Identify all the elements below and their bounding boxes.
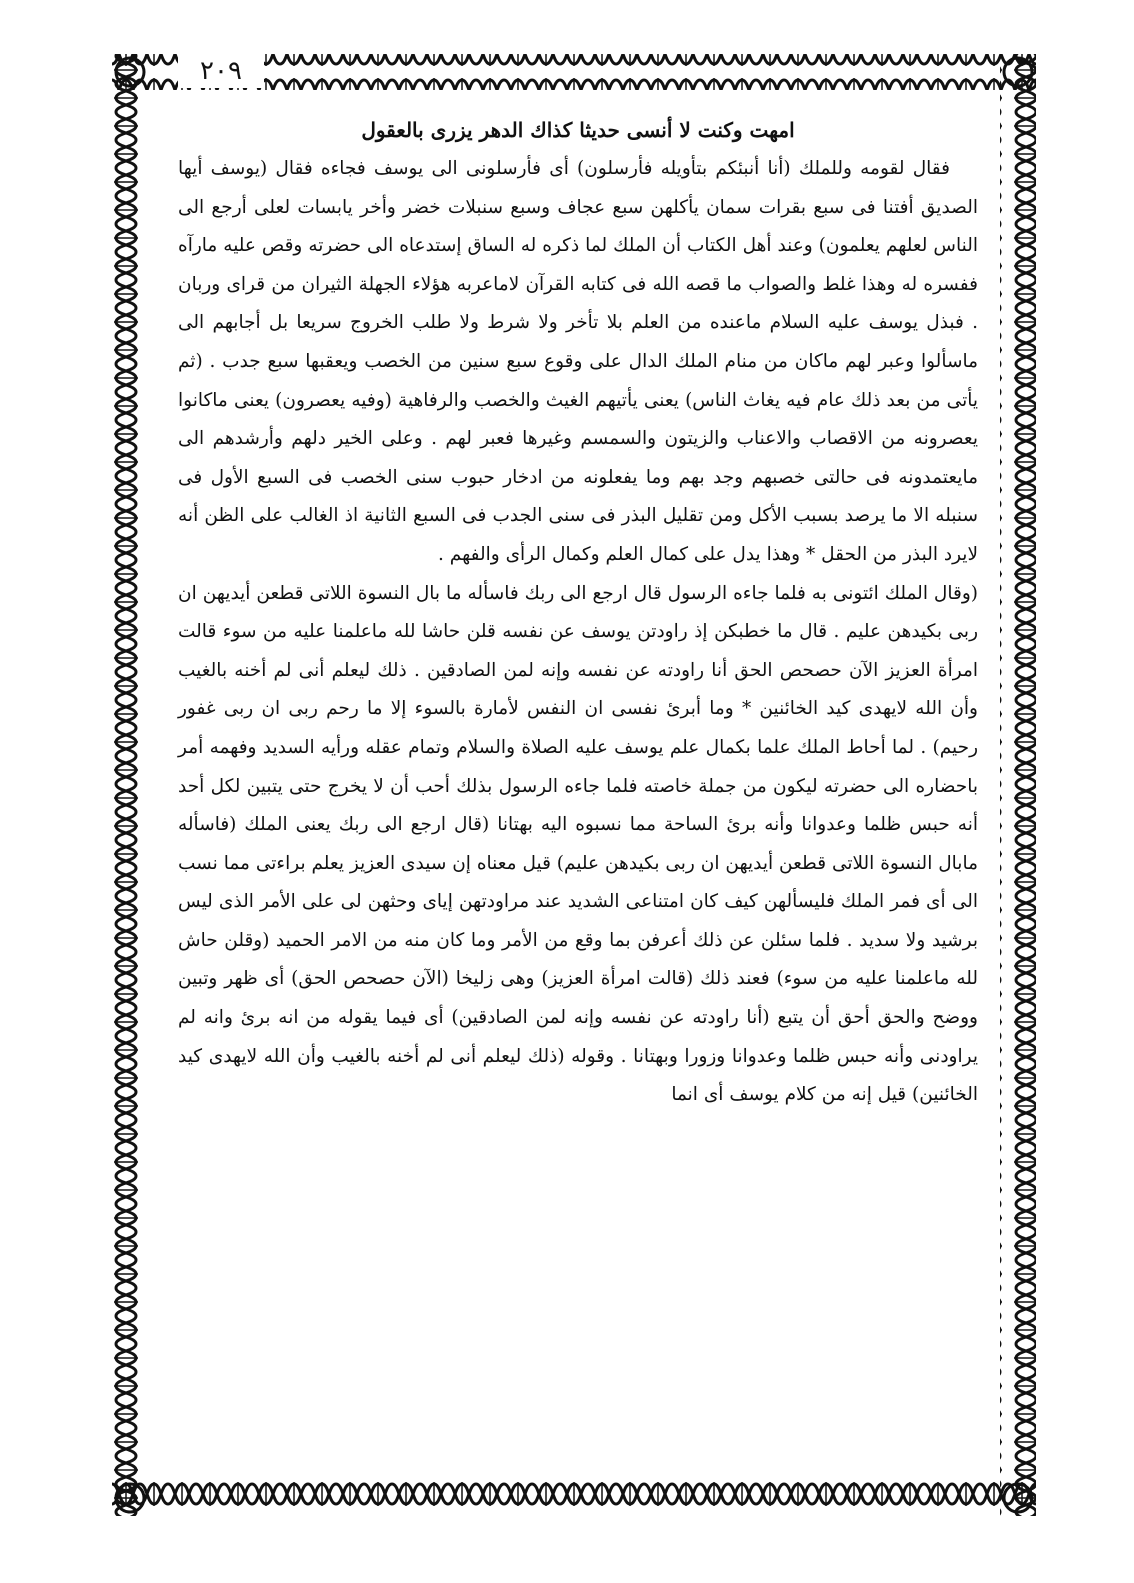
paragraph: (وقال الملك ائتونى به فلما جاءه الرسول قال ارجع الى ربك فاسأله ما بال النسوة اللاتى قطعن أيديهن ان ربى بكيدهن عليم . قال ما خطبكن إذ راودتن يوسف عن نفسه قلن حاشا لله ماعلمنا عليه من سوء قالت امرأة العزيز الآن حصحص الحق أنا راودته عن نفسه وإنه لمن الصادقين . ذلك ليعلم أنى لم أخنه بالغيب وأن الله لايهدى كيد الخائنين * وما أبرئ نفسى ان النفس لأمارة بالسوء إلا ما رحم ربى ان ربى غفور رحيم) . لما أحاط الملك علما بكمال علم يوسف عليه الصلاة والسلام وتمام عقله ورأيه السديد وفهمه أمر باحضاره الى حضرته ليكون من جملة خاصته فلما جاءه الرسول بذلك أحب أن لا يخرج حتى يتبين لكل أحد أنه حبس ظلما وعدوانا وأنه برئ الساحة مما نسبوه اليه بهتانا (قال ارجع الى ربك يعنى الملك (فاسأله مابال النسوة اللاتى قطعن أيديهن ان ربى بكيدهن عليم) قيل معناه إن سيدى العزيز يعلم براءتى مما نسب الى أى فمر الملك فليسألهن كيف كان امتناعى الشديد عند مراودتهن إياى وحثهن لى على الأمر الذى ليس برشيد ولا سديد . فلما سئلن عن ذلك أعرفن بما وقع من الأمر وما كان منه من الامر الحميد (وقلن حاش لله ماعلمنا عليه من سوء) فعند ذلك (قالت امرأة العزيز) وهى زليخا (الآن حصحص الحق) أى ظهر وتبين ووضح والحق أحق أن يتبع (أنا راودته عن نفسه وإنه لمن الصادقين) أى فيما يقوله من انه برئ وانه لم يراودنى وأنه حبس ظلما وعدوانا وزورا وبهتانا . وقوله (ذلك ليعلم أنى لم أخنه بالغيب وأن الله لايهدى كيد الخائنين) قيل إنه من كلام يوسف أى انما	[178, 582, 979, 1106]
paragraph: فقال لقومه وللملك (أنا أنبئكم بتأويله فأرسلون) أى فأرسلونى الى يوسف فجاءه فقال (يوسف أيها الصديق أفتنا فى سبع بقرات سمان يأكلهن سبع عجاف وسبع سنبلات خضر وأخر يابسات لعلى أرجع الى الناس لعلهم يعلمون) وعند أهل الكتاب أن الملك لما ذكره له الساق إستدعاه الى حضرته وقص عليه مارآه ففسره له وهذا غلط والصواب ما قصه الله فى كتابه القرآن لاماعربه هؤلاء الجهلة الثيران من قراى وربان . فبذل يوسف عليه السلام ماعنده من العلم بلا تأخر ولا شرط ولا طلب الخروج سريعا بل أجابهم الى ماسألوا وعبر لهم ماكان من منام الملك الدال على وقوع سبع سنين من الخصب ويعقبها سبع جدب . (ثم يأتى من بعد ذلك عام فيه يغاث الناس) يعنى يأتيهم الغيث والخصب والرفاهية (وفيه يعصرون) يعنى ماكانوا يعصرونه من الاقصاب والاعناب والزيتون والسمسم وغيرها فعبر لهم . وعلى الخير دلهم وأرشدهم الى مايعتمدونه فى حالتى خصبهم وجد بهم وما يفعلونه من ادخار حبوب سنى الخصب فى السبع الأول فى سنبله الا ما يرصد بسبب الأكل ومن تقليل البذر فى سنى الجدب فى السبع الثانية اذ الغالب على الظن أنه لايرد البذر من الحقل * وهذا يدل على كمال العلم وكمال الرأى والفهم .	[178, 158, 978, 565]
page-number: ٢٠٩	[178, 54, 264, 88]
text-body	[178, 110, 978, 1470]
poetry-verse: امهت وكنت لا أنسى حديثا كذاك الدهر يزرى بالعقول	[361, 118, 795, 142]
